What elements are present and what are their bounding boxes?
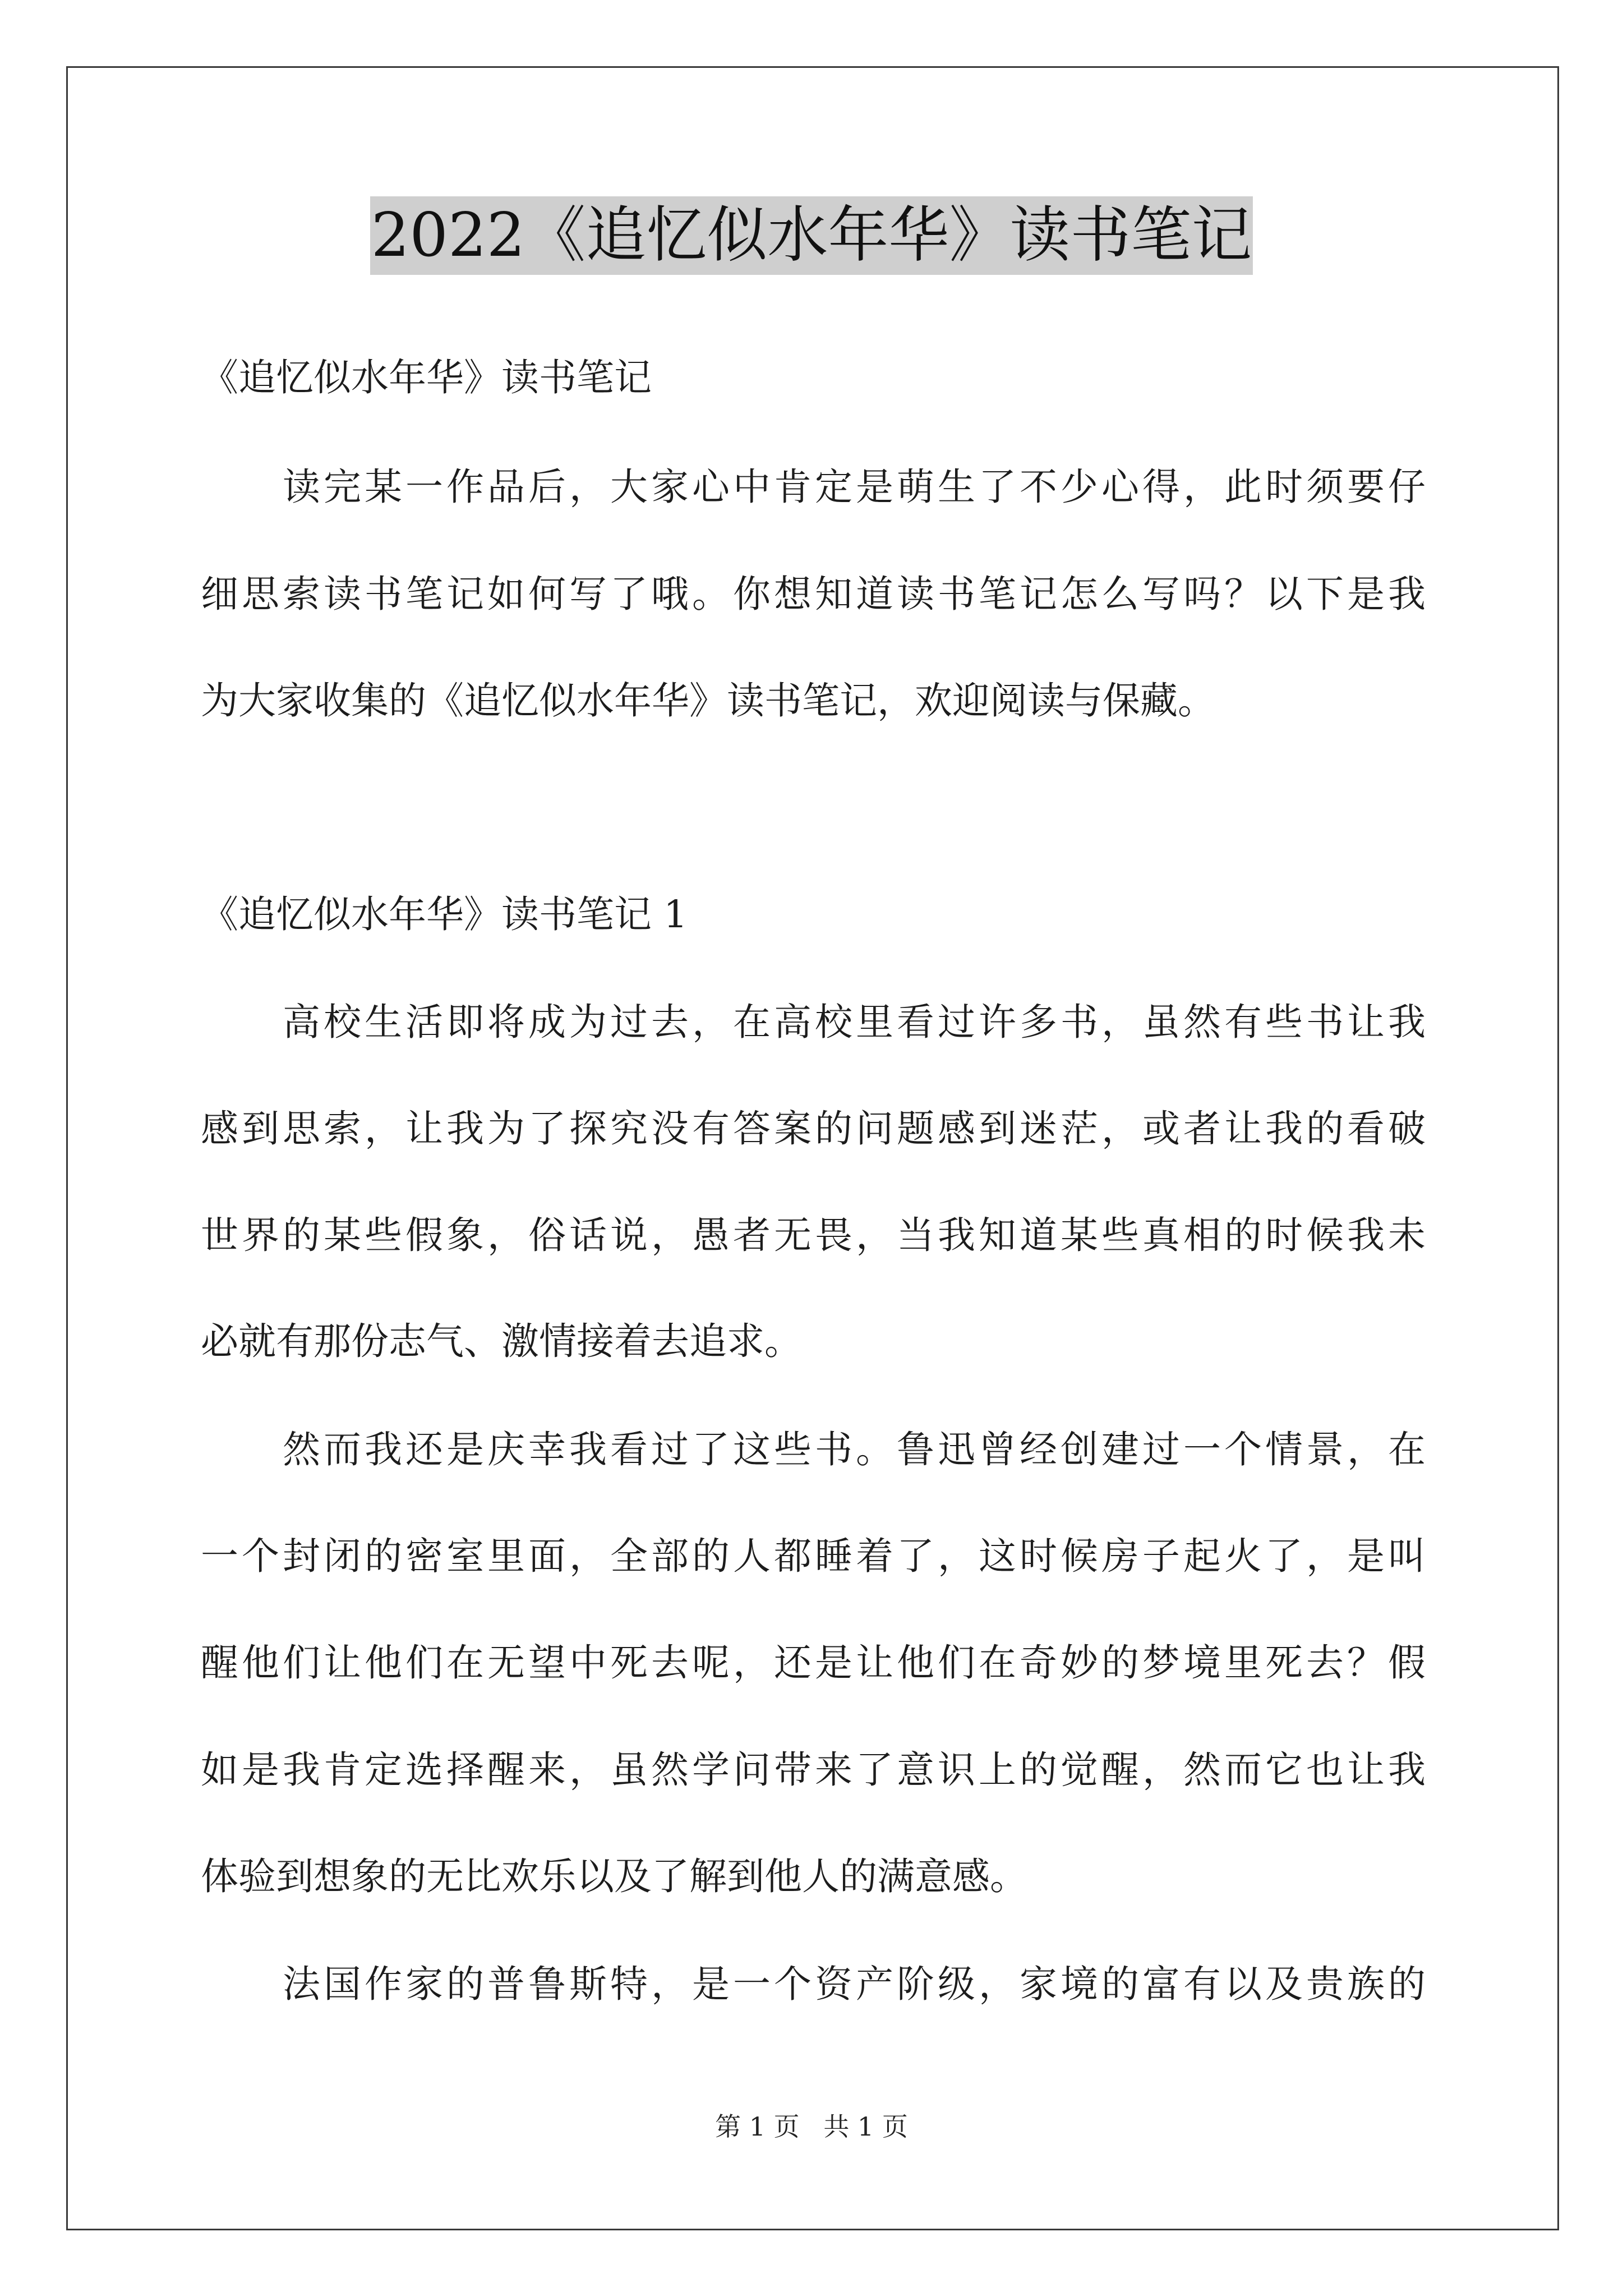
paragraph-line: 醒他们让他们在无望中死去呢，还是让他们在奇妙的梦境里死去？假 <box>201 1641 1426 1685</box>
section-heading: 《追忆似水年华》读书笔记 1 <box>201 892 688 936</box>
paragraph-line: 一个封闭的密室里面，全部的人都睡着了，这时候房子起火了，是叫 <box>201 1534 1426 1578</box>
paragraph-line: 高校生活即将成为过去，在高校里看过许多书，虽然有些书让我 <box>283 1000 1426 1044</box>
intro-line: 细思索读书笔记如何写了哦。你想知道读书笔记怎么写吗？以下是我 <box>201 572 1426 616</box>
total-pages: 共 1 页 <box>823 2111 908 2142</box>
paragraph-line: 然而我还是庆幸我看过了这些书。鲁迅曾经创建过一个情景，在 <box>283 1428 1426 1471</box>
document-title: 2022《追忆似水年华》读书笔记 <box>370 196 1253 275</box>
intro-line: 为大家收集的《追忆似水年华》读书笔记，欢迎阅读与保藏。 <box>201 679 1215 723</box>
paragraph-line: 必就有那份志气、激情接着去追求。 <box>201 1319 802 1363</box>
paragraph-line: 世界的某些假象，俗话说，愚者无畏，当我知道某些真相的时候我未 <box>201 1213 1426 1257</box>
paragraph-line: 体验到想象的无比欢乐以及了解到他人的满意感。 <box>201 1855 1027 1898</box>
page-footer <box>0 2106 1623 2143</box>
page-number: 第 1 页 <box>715 2111 800 2142</box>
title-container <box>0 196 1623 275</box>
intro-line: 读完某一作品后，大家心中肯定是萌生了不少心得，此时须要仔 <box>283 465 1426 509</box>
paragraph-line: 法国作家的普鲁斯特，是一个资产阶级，家境的富有以及贵族的 <box>283 1962 1426 2006</box>
paragraph-line: 如是我肯定选择醒来，虽然学问带来了意识上的觉醒，然而它也让我 <box>201 1748 1426 1792</box>
document-subtitle: 《追忆似水年华》读书笔记 <box>201 356 652 399</box>
paragraph-line: 感到思索，让我为了探究没有答案的问题感到迷茫，或者让我的看破 <box>201 1107 1426 1151</box>
